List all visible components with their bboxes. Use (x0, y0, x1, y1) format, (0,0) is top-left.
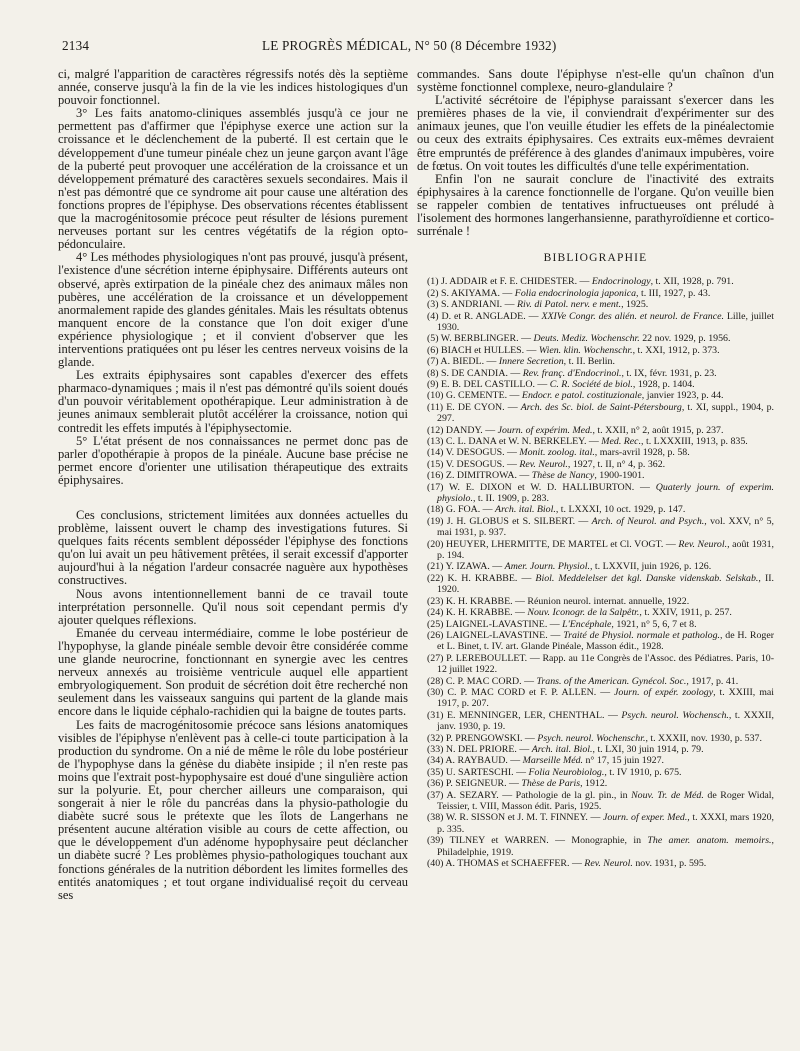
bibliography-heading: BIBLIOGRAPHIE (543, 252, 648, 265)
reference-authors: (18) G. FOA. — (427, 504, 496, 516)
reference-item (427, 390, 774, 401)
reference-item (427, 744, 774, 755)
reference-source: Journ. of expérim. Med. (497, 424, 593, 436)
reference-authors: (16) Z. DIMITROWA. — (427, 470, 532, 482)
reference-source: Med. Rec. (601, 436, 642, 447)
reference-source: Psych. neurol. Wochenschr. (537, 732, 646, 744)
reference-item (427, 276, 774, 287)
reference-item (427, 710, 774, 733)
reference-authors: (17) W. E. DIXON et W. D. HALLIBURTON. — (427, 481, 656, 493)
reference-details: , de H. Roger et L. Binet, t. IV. art. Glande Pinéale, Masson édit., 1928. (437, 629, 774, 653)
reference-authors: (40) A. THOMAS et SCHAEFFER. — (427, 858, 585, 870)
reference-authors: (4) D. et R. ANGLADE. — (427, 310, 542, 322)
reference-authors: (36) P. SEIGNEUR. — (427, 778, 522, 790)
reference-source: Quaterly journ. of experim. physiolo. (437, 481, 774, 505)
paragraph: 5° L'état présent de nos connaissances ne permet donc pas de parler d'opothérapie à propos de la pinéale. Aucune base précise ne permet encore d'orienter une utilisation thérapeutique des extraits épiphysaires. (58, 433, 408, 487)
reference-item (427, 368, 774, 379)
reference-source: Marseille Méd. (522, 755, 583, 767)
right-column (417, 68, 774, 869)
reference-authors: (31) E. MENNINGER, LER, CHENTHAL. — (427, 709, 622, 721)
reference-item (427, 733, 774, 744)
reference-details: , 1900-1901. (594, 470, 645, 482)
paragraph: commandes. Sans doute l'épiphyse n'est-elle qu'un chaînon d'un système fonctionnel complexe, neuro-glandulaire ? (417, 67, 774, 95)
left-column (58, 68, 408, 902)
reference-item (427, 653, 774, 676)
reference-item (427, 573, 774, 596)
reference-source: Traité de Physiol. normale et patholog. (563, 629, 720, 641)
reference-item (427, 402, 774, 425)
reference-source: Innere Secretion (498, 356, 564, 368)
reference-authors: (1) J. ADDAIR et F. E. CHIDESTER. — (427, 276, 592, 288)
reference-source: XXIVe Congr. des alién. et neurol. de France. (541, 310, 724, 322)
reference-item (427, 470, 774, 481)
reference-source: Rev. Neurol. (519, 458, 568, 470)
reference-authors: (33) N. DEL PRIORE. — (427, 743, 532, 755)
reference-source: Arch. des Sc. biol. de Saint-Pétersbourg (520, 401, 682, 413)
reference-authors: (25) LAIGNEL-LAVASTINE. — (427, 618, 563, 630)
reference-details: , t. XXXII, janv. 1930, p. 19. (437, 709, 775, 733)
reference-details: n° 17, 15 juin 1927. (583, 755, 665, 767)
reference-item (427, 812, 774, 835)
paragraph: 4° Les méthodes physiologiques n'ont pas prouvé, jusqu'à présent, l'existence d'une sécrétion interne épiphysaire. Différents auteurs ont observé, après extirpation de la pinéale chez des animaux mâles non pubères, une accélération de la croissance et un développement anormalement rapide des glandes génitales. Mais les résultats obtenus manquent encore de la constance que l'on doit exiger d'une expérience physiologique ; et il convient d'observer que les interventions pratiquées ont pu léser les centres nerveux voisins de la glande. (58, 250, 408, 370)
paragraph: Nous avons intentionnellement banni de ce travail toute interprétation personnelle. Qu'il nous soit cependant permis d'y ajouter quelques réflexions. (58, 586, 408, 627)
reference-item (427, 561, 774, 572)
reference-source: Amer. Journ. Physiol. (504, 561, 590, 573)
reference-authors: (26) LAIGNEL-LAVASTINE. — (427, 629, 564, 641)
reference-source: Psych. neurol. Wochensch. (621, 709, 729, 721)
running-title: LE PROGRÈS MÉDICAL, N° 50 (8 Décembre 1932) (262, 38, 557, 53)
reference-authors: (32) P. PRENGOWSKI. — (427, 732, 538, 744)
reference-authors: (15) V. DESOGUS. — (427, 458, 520, 470)
reference-source: C. R. Société de biol. (549, 378, 633, 390)
reference-source: Biol. Meddelelser det kgl. Danske videnskab. Selskab. (535, 572, 759, 584)
reference-authors: (37) A. SEZARY. — Pathologie de la gl. pin., in (427, 789, 632, 801)
reference-source: Deuts. Mediz. Wochenschr. (533, 333, 640, 345)
reference-authors: (3) S. ANDRIANI. — (427, 299, 517, 311)
reference-item (427, 311, 774, 334)
reference-item (427, 299, 774, 310)
reference-details: , 1912. (580, 778, 608, 790)
reference-details: , 1921, n° 5, 6, 7 et 8. (611, 618, 697, 630)
reference-list (417, 276, 774, 869)
reference-source: Thèse de Nancy (531, 470, 595, 482)
reference-source: Nouv. Iconogr. de la Salpêtr. (527, 607, 640, 619)
reference-authors: (30) C. P. MAC CORD et F. P. ALLEN. — (427, 686, 615, 698)
reference-authors: (24) K. H. KRABBE. — (427, 607, 528, 619)
reference-item (427, 356, 774, 367)
paragraph: Les faits de macrogénitosomie précoce sans lésions anatomiques visibles de l'épiphyse n'enlèvent pas à celle-ci toute participation à la production du syndrome. On a nié de même le rôle du lobe postérieur de l'hypophyse dans la génèse du diabète insipide ; il n'en reste pas moins que l'extrait post-hypophysaire est doué d'une singulière action sur la polyurie. Et, pour chercher ailleurs une comparaison, qui songerait à nier le rôle du pancréas dans la physio-pathologie du diabète sucré sous le prétexte que les îlots de Langerhans ne présentent aucune altération visible au cours de cette affection, ou que le développement d'un adénome hypophysaire peut déclancher un diabète sucré ? Les problèmes physio-pathologiques touchant aux fonctions générales de la nutrition débordent les limites formelles des entités anatomiques ; et tout organe individualisé reçoit du cerveau ses (58, 717, 408, 902)
reference-authors: (12) DANDY. — (427, 424, 498, 436)
reference-details: , Philadelphie, 1919. (437, 835, 774, 858)
reference-item (427, 345, 774, 356)
reference-details: , janvier 1923, p. 44. (641, 390, 724, 402)
reference-authors: (21) Y. IZAWA. — (427, 561, 505, 573)
reference-source: Folia Neurobiolog. (528, 766, 605, 778)
reference-details: , t. LXXXIII, 1913, p. 835. (641, 436, 748, 447)
reference-source: Monit. zoolog. ital. (519, 447, 595, 459)
paragraph: L'activité sécrétoire de l'épiphyse paraissant s'exercer dans les premières phases de la vie, il conviendrait d'expérimenter sur des animaux jeunes, que l'on veuille étudier les effets de la pinéalectomie ou ceux des extraits épiphysaires. Ces extraits eux-mêmes devraient être empruntés de préférence à des glandes d'animaux impubères, voire de fœtus. On voit toutes les difficultés d'une telle expérimentation. (417, 93, 774, 173)
reference-item (427, 596, 774, 607)
reference-details: , 1917, p. 41. (686, 675, 739, 687)
reference-authors: (22) K. H. KRABBE. — (427, 572, 536, 584)
reference-authors: (39) TILNEY et WARREN. — Monographie, in (427, 835, 648, 847)
reference-source: Wien. klin. Wochenschr. (538, 344, 633, 356)
paragraph: ci, malgré l'apparition de caractères régressifs notés dès la septième année, conserve jusqu'à la fin de la vie les indices histologiques d'un pouvoir fonctionnel. (58, 67, 408, 108)
reference-authors: (38) W. R. SISSON et J. M. T. FINNEY. — (427, 812, 603, 824)
reference-details: , t. XXI, 1912, p. 373. (632, 344, 720, 356)
reference-details: , t. II. Berlin. (563, 356, 615, 368)
reference-item (427, 516, 774, 539)
reference-source: Arch. ital. Biol. (531, 743, 593, 755)
reference-authors: (11) E. DE CYON. — (427, 401, 521, 413)
reference-item (427, 767, 774, 778)
paragraph: Enfin l'on ne saurait conclure de l'inactivité des extraits épiphysaires à la carence fonctionnelle de l'organe. Qu'on veuille bien se rappeler combien de tentatives infructueuses ont préludé à l'isolement des hormones langerhansienne, parathyroïdienne et cortico-surrénale ! (417, 171, 774, 239)
reference-authors: (2) S. AKIYAMA. — (427, 287, 515, 299)
reference-source: Rev. Neurol. (584, 858, 633, 870)
reference-details: , t. LXXXI, 10 oct. 1929, p. 147. (555, 504, 686, 516)
paragraph: Les extraits épiphysaires sont capables d'exercer des effets pharmaco-dynamiques ; mais il n'est pas démontré qu'ils soient doués d'un pouvoir véritablement opothérapique. Leur administration à de jeunes animaux semblerait plutôt accélérer la croissance, notion qui contredit les effets imputés à l'épiphysectomie. (58, 368, 408, 435)
reference-details: , t. XXXI, mars 1920, p. 335. (437, 812, 774, 835)
reference-authors: (35) U. SARTESCHI. — (427, 766, 529, 778)
reference-authors: (27) P. LEREBOULLET. — Rapp. au 11e Congrès de l'Assoc. des Pédiatres. Paris, 10-12 juillet 1922. (427, 652, 774, 676)
reference-details: , vol. XXV, n° 5, mai 1931, p. 937. (437, 515, 775, 539)
section-gap (58, 487, 408, 509)
reference-authors: (20) HEUYER, LHERMITTE, DE MARTEL et Cl. VOGT. — (427, 538, 679, 550)
reference-item (427, 447, 774, 458)
reference-authors: (13) C. L. DANA et W. N. BERKELEY. — (427, 436, 602, 447)
reference-details: , 1927, t. II, n° 4, p. 362. (567, 458, 666, 470)
reference-item (427, 676, 774, 687)
page-number: 2134 (62, 38, 90, 53)
reference-source: Arch. of Neurol. and Psych. (591, 515, 705, 527)
reference-authors: (14) V. DESOGUS. — (427, 447, 520, 459)
reference-item (427, 755, 774, 766)
reference-source: L'Encéphale (562, 618, 612, 630)
reference-item (427, 858, 774, 869)
reference-source: Rev. Neurol. (678, 538, 728, 550)
reference-details: 22 nov. 1929, p. 1956. (639, 333, 731, 345)
reference-authors: (19) J. H. GLOBUS et S. SILBERT. — (427, 515, 592, 527)
reference-item (427, 482, 774, 505)
reference-item (427, 425, 774, 436)
page-header (62, 38, 762, 56)
reference-details: , t. XI, suppl., 1904, p. 297. (437, 401, 775, 425)
reference-item (427, 630, 774, 653)
reference-details: nov. 1931, p. 595. (632, 858, 707, 870)
reference-details: , t. IX, févr. 1931, p. 23. (621, 367, 717, 379)
reference-source: Riv. di Patol. nerv. e ment. (516, 299, 622, 311)
reference-item (427, 790, 774, 813)
reference-source: Nouv. Tr. de Méd. (631, 789, 704, 801)
reference-details: , t. LXI, 30 juin 1914, p. 79. (592, 743, 704, 755)
reference-authors: (34) A. RAYBAUD. — (427, 755, 523, 767)
reference-authors: (5) W. BERBLINGER. — (427, 333, 534, 345)
reference-item (427, 539, 774, 562)
reference-item (427, 687, 774, 710)
paragraph: 3° Les faits anatomo-cliniques assemblés jusqu'à ce jour ne permettent pas d'affirmer que l'épiphyse exerce une action sur la croissance et le déclenchement de la puberté. Il est certain que le développement d'une tumeur pinéale chez un jeune garçon avant l'âge de la puberté peut provoquer une accélération de la croissance et un développement prématuré des caractères sexuels secondaires. Mais il n'est pas démontré que ce syndrome ait pour cause une altération des fonctions propres de l'épiphyse. Des observations récentes établissent que la macrogénitosomie précoce peut résulter de lésions purement nerveuses portant sur les centres végétatifs de la région opto-pédonculaire. (58, 106, 408, 252)
reference-source: Rev. franç. d'Endocrinol. (522, 367, 622, 379)
reference-details: , II. 1920. (437, 572, 774, 596)
reference-details: , t. XXII, n° 2, août 1915, p. 237. (592, 424, 724, 436)
reference-details: , août 1931, p. 194. (437, 538, 774, 562)
reference-item (427, 504, 774, 515)
reference-details: , t. IV 1910, p. 675. (604, 766, 682, 778)
reference-authors: (6) BIACH et HULLES. — (427, 344, 539, 356)
reference-source: Journ. of expér. zoology (614, 686, 714, 698)
reference-details: , t. XXIV, 1911, p. 257. (639, 607, 732, 619)
reference-source: Journ. of exper. Med. (602, 812, 688, 824)
reference-details: , t. XXIII, mai 1917, p. 207. (437, 686, 775, 710)
reference-authors: (8) S. DE CANDIA. — (427, 367, 523, 379)
reference-item (427, 459, 774, 470)
reference-details: , t. XII, 1928, p. 791. (650, 276, 734, 288)
reference-item (427, 288, 774, 299)
reference-item (427, 333, 774, 344)
reference-details: , 1925. (621, 299, 649, 311)
reference-details: de Roger Widal, Teissier, t. VIII, Masson édit. Paris, 1925. (437, 789, 774, 812)
reference-source: Folia endocrinologia japonica (514, 287, 637, 299)
reference-details: , 1928, p. 1404. (632, 378, 695, 390)
reference-item (427, 835, 774, 858)
paragraph: Ces conclusions, strictement limitées aux données actuelles du problème, laissent ouvert le champ des investigations futures. Si quelques faits récents semblent déposséder l'épiphyse des fonctions qu'on lui avait un peu hâtivement prêtées, il serait excessif d'apporter aujourd'hui à la négation l'ardeur consacrée naguère aux hypothèses constructives. (58, 508, 408, 588)
reference-source: Thèse de Paris (521, 778, 581, 790)
reference-details: , t. LXXVII, juin 1926, p. 126. (589, 561, 712, 573)
reference-source: Endocr. e patol. costituzionale (521, 390, 642, 402)
reference-details: , mars-avril 1928, p. 58. (594, 447, 690, 459)
reference-item (427, 436, 774, 447)
reference-authors: (7) A. BIEDL. — (427, 356, 499, 368)
reference-details: Lille, juillet 1930. (437, 310, 774, 333)
reference-authors: (23) K. H. KRABBE. — Réunion neurol. internat. annuelle, 1922. (427, 595, 690, 607)
reference-item (427, 379, 774, 390)
paragraph: Emanée du cerveau intermédiaire, comme le lobe postérieur de l'hypophyse, la glande pinéale semble devoir être considérée comme une glande neurocrine, fonctionnant en synergie avec les centres nerveux annexés au troisième ventricule auquel elle appartient embryologiquement. Son produit de sécrétion doit être recherché non seulement dans les vaisseaux sanguins qui partent de la glande mais encore dans le liquide céphalo-rachidien qui la baigne de toutes parts. (58, 625, 408, 719)
reference-source: Trans. of the American. Gynécol. Soc. (536, 675, 687, 687)
reference-authors: (10) G. CEMENTE. — (427, 390, 522, 402)
reference-source: Arch. ital. Biol. (495, 504, 556, 516)
reference-authors: (9) E. B. DEL CASTILLO. — (427, 378, 550, 390)
reference-details: , t. XXXII, nov. 1930, p. 537. (645, 732, 762, 744)
reference-details: , t. III, 1927, p. 43. (636, 287, 711, 299)
reference-item (427, 619, 774, 630)
reference-details: , t. II. 1909, p. 283. (472, 493, 549, 505)
reference-item (427, 778, 774, 789)
reference-source: The amer. anatom. memoirs. (647, 835, 772, 847)
reference-source: Endocrinology (591, 276, 651, 288)
reference-authors: (28) C. P. MAC CORD. — (427, 675, 537, 687)
reference-item (427, 607, 774, 618)
